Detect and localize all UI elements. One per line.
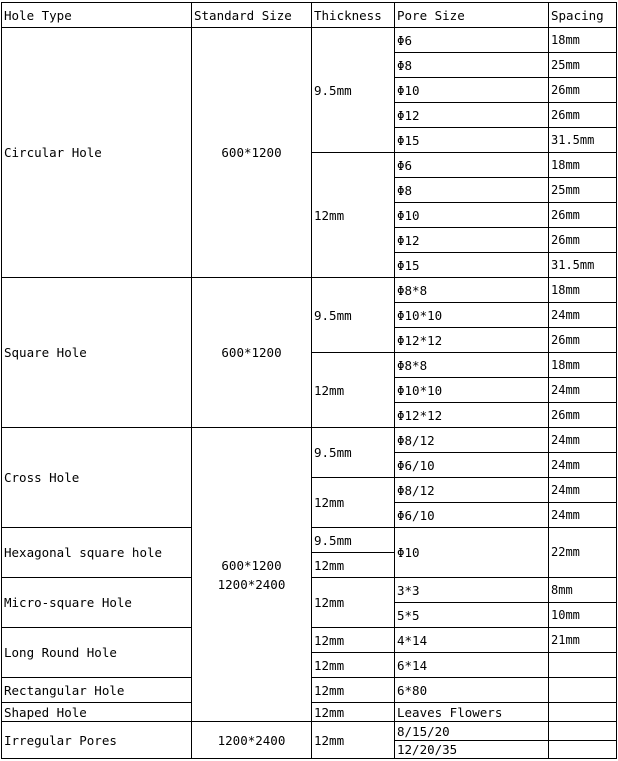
- pore-cell: 3*3: [395, 578, 549, 603]
- size-square: 600*1200: [192, 278, 312, 428]
- hole-type-square: Square Hole: [2, 278, 192, 428]
- hole-type-hexagonal: Hexagonal square hole: [2, 528, 192, 578]
- spacing-cell: 8mm: [549, 578, 617, 603]
- spacing-cell: 24mm: [549, 378, 617, 403]
- spacing-cell: 10mm: [549, 603, 617, 628]
- spacing-cell: 26mm: [549, 328, 617, 353]
- pore-cell: Φ12*12: [395, 328, 549, 353]
- pore-cell: Φ6/10: [395, 503, 549, 528]
- pore-cell: Φ8*8: [395, 278, 549, 303]
- pore-cell: Φ10: [395, 203, 549, 228]
- pore-cell: Φ10*10: [395, 303, 549, 328]
- header-pore-size: Pore Size: [395, 3, 549, 28]
- pore-cell: Φ12: [395, 103, 549, 128]
- spacing-cell: 24mm: [549, 503, 617, 528]
- size-circular: 600*1200: [192, 28, 312, 278]
- spacing-cell: [549, 653, 617, 678]
- spacing-cell: 26mm: [549, 228, 617, 253]
- pore-cell: 6*80: [395, 678, 549, 703]
- spacing-cell: 18mm: [549, 353, 617, 378]
- pore-cell: Φ8: [395, 178, 549, 203]
- spacing-cell: 25mm: [549, 53, 617, 78]
- pore-cell: 4*14: [395, 628, 549, 653]
- pore-hexagonal: Φ10: [395, 528, 549, 578]
- pore-cell: Φ6: [395, 28, 549, 53]
- spacing-cell: 26mm: [549, 203, 617, 228]
- pore-cell: Φ8*8: [395, 353, 549, 378]
- spacing-cell: 26mm: [549, 103, 617, 128]
- hole-type-shaped: Shaped Hole: [2, 703, 192, 722]
- spacing-cell: [549, 741, 617, 759]
- size-shared: [192, 428, 312, 722]
- pore-cell: Φ6/10: [395, 453, 549, 478]
- pore-cell: Φ8/12: [395, 428, 549, 453]
- spacing-cell: [549, 678, 617, 703]
- header-thickness: Thickness: [312, 3, 395, 28]
- spacing-cell: 31.5mm: [549, 128, 617, 153]
- thickness-circular-2: 12mm: [312, 153, 395, 278]
- hole-type-rectangular: Rectangular Hole: [2, 678, 192, 703]
- spacing-cell: 18mm: [549, 278, 617, 303]
- spacing-cell: 24mm: [549, 303, 617, 328]
- thickness-irregular: 12mm: [312, 722, 395, 759]
- pore-cell: 8/15/20: [395, 722, 549, 741]
- pore-cell: Leaves Flowers: [395, 703, 549, 722]
- thickness-long-round-2: 12mm: [312, 653, 395, 678]
- hole-type-circular: Circular Hole: [2, 28, 192, 278]
- spacing-cell: [549, 703, 617, 722]
- thickness-micro: 12mm: [312, 578, 395, 628]
- spacing-cell: 24mm: [549, 478, 617, 503]
- header-hole-type: Hole Type: [2, 3, 192, 28]
- spacing-cell: [549, 722, 617, 741]
- pore-cell: 12/20/35: [395, 741, 549, 759]
- thickness-shaped: 12mm: [312, 703, 395, 722]
- header-standard-size: Standard Size: [192, 3, 312, 28]
- pore-cell: Φ10: [395, 78, 549, 103]
- spacing-hexagonal: 22mm: [549, 528, 617, 578]
- thickness-cross-1: 9.5mm: [312, 428, 395, 478]
- hole-spec-table: [1, 2, 617, 759]
- thickness-square-1: 9.5mm: [312, 278, 395, 353]
- header-spacing: Spacing: [549, 3, 617, 28]
- thickness-square-2: 12mm: [312, 353, 395, 428]
- spacing-cell: 25mm: [549, 178, 617, 203]
- hole-type-cross: Cross Hole: [2, 428, 192, 528]
- pore-cell: Φ6: [395, 153, 549, 178]
- hole-type-micro: Micro-square Hole: [2, 578, 192, 628]
- pore-cell: Φ12*12: [395, 403, 549, 428]
- thickness-rectangular: 12mm: [312, 678, 395, 703]
- thickness-circular-1: 9.5mm: [312, 28, 395, 153]
- table-row: [2, 428, 617, 453]
- spacing-cell: 26mm: [549, 78, 617, 103]
- spacing-cell: 26mm: [549, 403, 617, 428]
- spacing-cell: 24mm: [549, 453, 617, 478]
- pore-cell: Φ10*10: [395, 378, 549, 403]
- pore-cell: 6*14: [395, 653, 549, 678]
- pore-cell: Φ15: [395, 253, 549, 278]
- table-row: [2, 722, 617, 741]
- spacing-cell: 31.5mm: [549, 253, 617, 278]
- size-irregular: 1200*2400: [192, 722, 312, 759]
- pore-cell: Φ8: [395, 53, 549, 78]
- pore-cell: 5*5: [395, 603, 549, 628]
- thickness-long-round-1: 12mm: [312, 628, 395, 653]
- table-row: [2, 28, 617, 53]
- pore-cell: Φ12: [395, 228, 549, 253]
- pore-cell: Φ8/12: [395, 478, 549, 503]
- spacing-cell: 18mm: [549, 28, 617, 53]
- spacing-cell: 18mm: [549, 153, 617, 178]
- table-row: [2, 278, 617, 303]
- spacing-cell: 21mm: [549, 628, 617, 653]
- pore-cell: Φ15: [395, 128, 549, 153]
- thickness-cross-2: 12mm: [312, 478, 395, 528]
- spacing-cell: 24mm: [549, 428, 617, 453]
- thickness-hexagonal-2: 12mm: [312, 553, 395, 578]
- header-row: [2, 3, 617, 28]
- thickness-hexagonal-1: 9.5mm: [312, 528, 395, 553]
- size-shared-line1: 600*1200: [221, 557, 282, 573]
- hole-type-irregular: Irregular Pores: [2, 722, 192, 759]
- size-shared-line2: 1200*2400: [217, 576, 286, 592]
- hole-type-long-round: Long Round Hole: [2, 628, 192, 678]
